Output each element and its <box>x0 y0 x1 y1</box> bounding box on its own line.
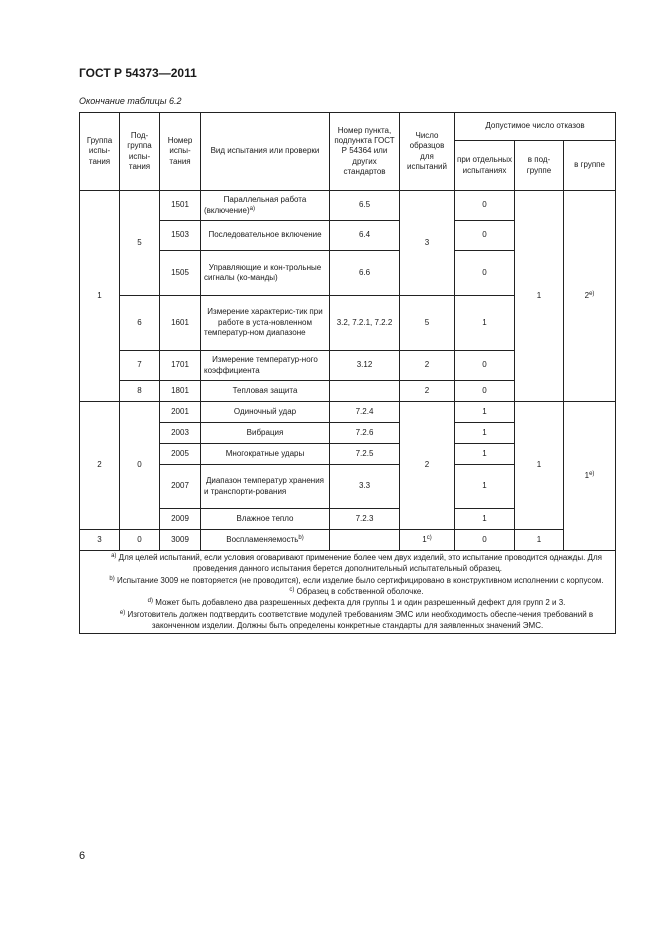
clause-cell <box>330 381 400 402</box>
footnote-mark: e) <box>589 290 595 297</box>
footnote-text: Испытание 3009 не повторяется (не проводится), если изделие было сертифицировано в конструктивном исполнении с корпусом. <box>116 575 604 585</box>
table-caption: Окончание таблицы 6.2 <box>79 96 182 106</box>
test-number-cell: 2009 <box>160 509 201 530</box>
test-number-cell: 1503 <box>160 221 201 251</box>
fail-group-cell <box>564 191 616 402</box>
footnote <box>83 609 612 632</box>
fail-subgroup-cell: 1 <box>515 530 564 551</box>
fail-separate-cell: 1 <box>455 465 515 509</box>
footnote-text: Может быть добавлено два разрешенных дефекта для группы 1 и один разрешенный дефект для групп 2 и 3. <box>155 598 566 608</box>
footnote-mark: d) <box>147 598 153 605</box>
clause-cell: 7.2.4 <box>330 402 400 423</box>
samples-cell: 2 <box>400 402 455 530</box>
footnote <box>83 552 612 575</box>
footnote-mark: a) <box>249 205 255 212</box>
header-fail-group: в группе <box>564 141 616 191</box>
test-number-cell: 1701 <box>160 351 201 381</box>
page-number: 6 <box>79 850 86 862</box>
subgroup-cell: 7 <box>120 351 160 381</box>
header-samples: Число образцов для испытаний <box>400 113 455 191</box>
subgroup-cell: 6 <box>120 296 160 351</box>
clause-cell: 6.4 <box>330 221 400 251</box>
samples-cell: 5 <box>400 296 455 351</box>
group-cell: 3 <box>80 530 120 551</box>
test-type-text: Параллельная работа (включение) <box>204 195 307 215</box>
test-number-cell: 2003 <box>160 423 201 444</box>
test-type-cell: Измерение характерис-тик при работе в уста-новленном температур-ном диапазоне <box>201 296 330 351</box>
footnote-mark: a) <box>111 553 117 559</box>
table-row <box>80 530 616 551</box>
header-clause: Номер пункта, подпункта ГОСТ Р 54364 или других стандартов <box>330 113 400 191</box>
clause-cell: 7.2.6 <box>330 423 400 444</box>
footnote-text: Образец в собственной оболочке. <box>296 587 424 597</box>
footnote-text: Для целей испытаний, если условия оговаривают применение более чем двух изделий, это испытание проводится однажды. Для проведения данного испытания берется дополнительный испытательный образец. <box>118 553 602 574</box>
footnote-mark: c) <box>426 534 432 541</box>
clause-cell: 3.3 <box>330 465 400 509</box>
samples-cell: 3 <box>400 191 455 296</box>
fail-separate-cell: 1 <box>455 296 515 351</box>
footnote-mark: e) <box>589 470 595 477</box>
notes-row <box>80 551 616 634</box>
clause-cell: 6.6 <box>330 251 400 296</box>
footnote-mark: b) <box>298 534 304 541</box>
footnote-mark: b) <box>109 575 115 582</box>
subgroup-cell: 8 <box>120 381 160 402</box>
header-test-type: Вид испытания или проверки <box>201 113 330 191</box>
fail-subgroup-cell: 1 <box>515 402 564 530</box>
samples-cell: 2 <box>400 381 455 402</box>
notes-cell <box>80 551 616 634</box>
clause-cell: 3.12 <box>330 351 400 381</box>
footnote-mark: e) <box>119 609 126 616</box>
clause-cell: 6.5 <box>330 191 400 221</box>
header-fail-separate: при отдельных испытаниях <box>455 141 515 191</box>
test-type-cell: Управляющие и кон-трольные сигналы (ко-манды) <box>201 251 330 296</box>
document-header: ГОСТ Р 54373—2011 <box>79 66 197 80</box>
samples-value: 1 <box>422 534 427 544</box>
fail-group-value: 1 <box>584 470 590 480</box>
fail-subgroup-cell: 1 <box>515 191 564 402</box>
fail-group-value: 2 <box>584 290 590 300</box>
header-failures: Допустимое число отказов <box>455 113 616 141</box>
clause-cell <box>330 530 400 551</box>
test-number-cell: 2001 <box>160 402 201 423</box>
header-group: Группа испы-тания <box>80 113 120 191</box>
footnote <box>83 575 612 586</box>
header-fail-subgroup: в под-группе <box>515 141 564 191</box>
test-table <box>79 112 616 634</box>
test-number-cell: 2007 <box>160 465 201 509</box>
fail-separate-cell: 0 <box>455 221 515 251</box>
fail-separate-cell: 0 <box>455 530 515 551</box>
test-type-cell: Одиночный удар <box>201 402 330 423</box>
clause-cell: 7.2.3 <box>330 509 400 530</box>
clause-cell: 7.2.5 <box>330 444 400 465</box>
test-type-cell: Последовательное включение <box>201 221 330 251</box>
subgroup-cell: 0 <box>120 530 160 551</box>
samples-cell: 2 <box>400 351 455 381</box>
test-type-cell <box>201 530 330 551</box>
test-number-cell: 2005 <box>160 444 201 465</box>
subgroup-cell: 5 <box>120 191 160 296</box>
fail-separate-cell: 0 <box>455 191 515 221</box>
fail-separate-cell: 0 <box>455 381 515 402</box>
fail-group-cell <box>564 402 616 551</box>
test-type-text: Воспламеняемость <box>226 534 299 544</box>
table-row <box>80 402 616 423</box>
test-type-cell <box>201 191 330 221</box>
fail-separate-cell: 0 <box>455 251 515 296</box>
fail-separate-cell: 1 <box>455 509 515 530</box>
footnote-text: Изготовитель должен подтвердить соответствие модулей требованиям ЭМС или необходимость обеспе-чения требований в законченном изделии. Должны быть определены конкретные стандарты для заявленных значений ЭМС. <box>127 609 594 631</box>
footnote <box>83 597 612 608</box>
test-number-cell: 1501 <box>160 191 201 221</box>
test-type-cell: Измерение температур-ного коэффициента <box>201 351 330 381</box>
test-type-cell: Вибрация <box>201 423 330 444</box>
test-number-cell: 3009 <box>160 530 201 551</box>
test-type-cell: Влажное тепло <box>201 509 330 530</box>
group-cell: 1 <box>80 191 120 402</box>
test-type-cell: Диапазон температур хранения и транспорти-рования <box>201 465 330 509</box>
fail-separate-cell: 1 <box>455 423 515 444</box>
test-number-cell: 1801 <box>160 381 201 402</box>
fail-separate-cell: 1 <box>455 444 515 465</box>
test-number-cell: 1505 <box>160 251 201 296</box>
table-row <box>80 191 616 221</box>
test-number-cell: 1601 <box>160 296 201 351</box>
footnote <box>83 586 612 597</box>
samples-cell <box>400 530 455 551</box>
test-type-cell: Многократные удары <box>201 444 330 465</box>
group-cell: 2 <box>80 402 120 530</box>
footnote-mark: c) <box>289 587 295 594</box>
subgroup-cell: 0 <box>120 402 160 530</box>
clause-cell: 3.2, 7.2.1, 7.2.2 <box>330 296 400 351</box>
fail-separate-cell: 0 <box>455 351 515 381</box>
header-subgroup: Под-группа испы-тания <box>120 113 160 191</box>
fail-separate-cell: 1 <box>455 402 515 423</box>
test-type-cell: Тепловая защита <box>201 381 330 402</box>
header-test-number: Номер испы-тания <box>160 113 201 191</box>
